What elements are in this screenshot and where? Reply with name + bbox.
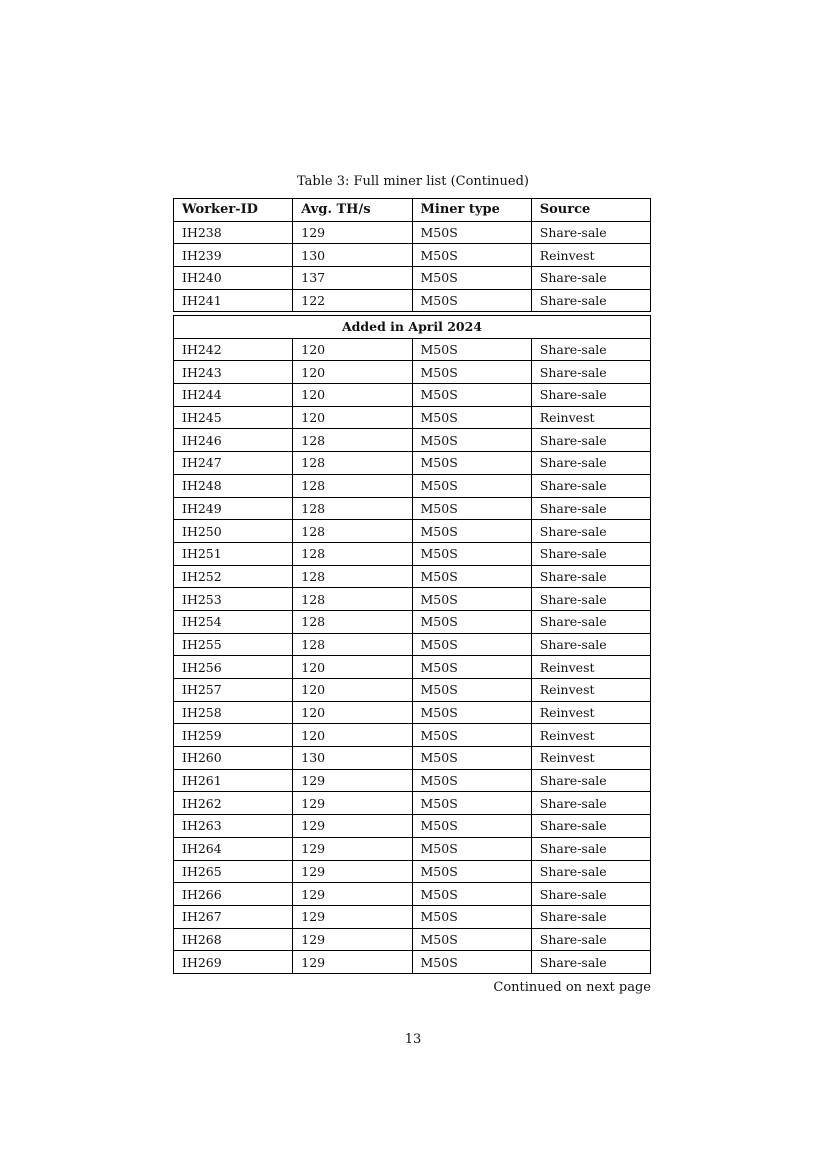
table-row bbox=[174, 656, 651, 679]
source-cell: Share-sale bbox=[531, 221, 650, 244]
source-cell: Reinvest bbox=[531, 724, 650, 747]
avg-ths-cell: 128 bbox=[293, 520, 412, 543]
avg-ths-cell: 122 bbox=[293, 289, 412, 312]
avg-ths-cell: 129 bbox=[293, 883, 412, 906]
worker-id-cell: IH258 bbox=[174, 701, 293, 724]
miner-type-cell: M50S bbox=[412, 928, 531, 951]
avg-ths-cell: 130 bbox=[293, 244, 412, 267]
worker-id-cell: IH257 bbox=[174, 679, 293, 702]
table-row bbox=[174, 724, 651, 747]
table-row bbox=[174, 769, 651, 792]
avg-ths-cell: 129 bbox=[293, 769, 412, 792]
column-header-source: Source bbox=[531, 199, 650, 222]
source-cell: Reinvest bbox=[531, 747, 650, 770]
worker-id-cell: IH262 bbox=[174, 792, 293, 815]
april-rows bbox=[174, 316, 651, 974]
avg-ths-cell: 128 bbox=[293, 633, 412, 656]
table-caption: Table 3: Full miner list (Continued) bbox=[296, 174, 529, 189]
miner-type-cell: M50S bbox=[412, 951, 531, 974]
avg-ths-cell: 129 bbox=[293, 951, 412, 974]
avg-ths-cell: 128 bbox=[293, 429, 412, 452]
source-cell: Share-sale bbox=[531, 338, 650, 361]
table-row bbox=[174, 588, 651, 611]
miner-type-cell: M50S bbox=[412, 701, 531, 724]
worker-id-cell: IH260 bbox=[174, 747, 293, 770]
miner-type-cell: M50S bbox=[412, 792, 531, 815]
table-row bbox=[174, 815, 651, 838]
avg-ths-cell: 130 bbox=[293, 747, 412, 770]
source-cell: Share-sale bbox=[531, 565, 650, 588]
worker-id-cell: IH242 bbox=[174, 338, 293, 361]
miner-type-cell: M50S bbox=[412, 338, 531, 361]
miner-type-cell: M50S bbox=[412, 244, 531, 267]
miner-type-cell: M50S bbox=[412, 221, 531, 244]
worker-id-cell: IH248 bbox=[174, 474, 293, 497]
avg-ths-cell: 120 bbox=[293, 384, 412, 407]
source-cell: Reinvest bbox=[531, 406, 650, 429]
column-header-miner-type: Miner type bbox=[412, 199, 531, 222]
page-number: 13 bbox=[404, 1032, 422, 1047]
miner-type-cell: M50S bbox=[412, 289, 531, 312]
section-title-row bbox=[174, 316, 651, 339]
table-row bbox=[174, 565, 651, 588]
section-title: Added in April 2024 bbox=[174, 316, 651, 339]
miner-type-cell: M50S bbox=[412, 474, 531, 497]
miner-type-cell: M50S bbox=[412, 497, 531, 520]
source-cell: Share-sale bbox=[531, 815, 650, 838]
source-cell: Share-sale bbox=[531, 951, 650, 974]
avg-ths-cell: 129 bbox=[293, 860, 412, 883]
source-cell: Share-sale bbox=[531, 361, 650, 384]
avg-ths-cell: 128 bbox=[293, 610, 412, 633]
table-row bbox=[174, 429, 651, 452]
source-cell: Share-sale bbox=[531, 452, 650, 475]
miner-type-cell: M50S bbox=[412, 267, 531, 290]
source-cell: Share-sale bbox=[531, 837, 650, 860]
table-row bbox=[174, 928, 651, 951]
miner-type-cell: M50S bbox=[412, 610, 531, 633]
worker-id-cell: IH266 bbox=[174, 883, 293, 906]
avg-ths-cell: 120 bbox=[293, 679, 412, 702]
miner-type-cell: M50S bbox=[412, 361, 531, 384]
table-row bbox=[174, 361, 651, 384]
avg-ths-cell: 128 bbox=[293, 542, 412, 565]
table-row bbox=[174, 267, 651, 290]
avg-ths-cell: 120 bbox=[293, 724, 412, 747]
worker-id-cell: IH263 bbox=[174, 815, 293, 838]
worker-id-cell: IH245 bbox=[174, 406, 293, 429]
source-cell: Reinvest bbox=[531, 244, 650, 267]
avg-ths-cell: 129 bbox=[293, 905, 412, 928]
worker-id-cell: IH250 bbox=[174, 520, 293, 543]
table-row bbox=[174, 244, 651, 267]
miner-type-cell: M50S bbox=[412, 656, 531, 679]
worker-id-cell: IH241 bbox=[174, 289, 293, 312]
table-row bbox=[174, 520, 651, 543]
miner-type-cell: M50S bbox=[412, 384, 531, 407]
table-row bbox=[174, 610, 651, 633]
worker-id-cell: IH249 bbox=[174, 497, 293, 520]
table-row bbox=[174, 905, 651, 928]
miner-type-cell: M50S bbox=[412, 633, 531, 656]
miner-type-cell: M50S bbox=[412, 588, 531, 611]
worker-id-cell: IH265 bbox=[174, 860, 293, 883]
source-cell: Share-sale bbox=[531, 520, 650, 543]
worker-id-cell: IH246 bbox=[174, 429, 293, 452]
table-row bbox=[174, 384, 651, 407]
source-cell: Reinvest bbox=[531, 679, 650, 702]
worker-id-cell: IH255 bbox=[174, 633, 293, 656]
avg-ths-cell: 120 bbox=[293, 338, 412, 361]
worker-id-cell: IH238 bbox=[174, 221, 293, 244]
miner-type-cell: M50S bbox=[412, 565, 531, 588]
worker-id-cell: IH269 bbox=[174, 951, 293, 974]
miner-type-cell: M50S bbox=[412, 860, 531, 883]
worker-id-cell: IH261 bbox=[174, 769, 293, 792]
worker-id-cell: IH264 bbox=[174, 837, 293, 860]
table-row bbox=[174, 406, 651, 429]
avg-ths-cell: 128 bbox=[293, 474, 412, 497]
table-row bbox=[174, 338, 651, 361]
table-row bbox=[174, 747, 651, 770]
miner-type-cell: M50S bbox=[412, 837, 531, 860]
table-row bbox=[174, 860, 651, 883]
source-cell: Share-sale bbox=[531, 928, 650, 951]
table-row bbox=[174, 633, 651, 656]
table-row bbox=[174, 452, 651, 475]
table-row bbox=[174, 679, 651, 702]
miner-type-cell: M50S bbox=[412, 905, 531, 928]
source-cell: Share-sale bbox=[531, 792, 650, 815]
table-row bbox=[174, 542, 651, 565]
avg-ths-cell: 120 bbox=[293, 406, 412, 429]
miner-type-cell: M50S bbox=[412, 452, 531, 475]
table-row bbox=[174, 792, 651, 815]
miner-type-cell: M50S bbox=[412, 747, 531, 770]
worker-id-cell: IH251 bbox=[174, 542, 293, 565]
source-cell: Share-sale bbox=[531, 542, 650, 565]
avg-ths-cell: 129 bbox=[293, 792, 412, 815]
avg-ths-cell: 128 bbox=[293, 565, 412, 588]
table-row bbox=[174, 497, 651, 520]
worker-id-cell: IH239 bbox=[174, 244, 293, 267]
miner-type-cell: M50S bbox=[412, 520, 531, 543]
source-cell: Share-sale bbox=[531, 633, 650, 656]
avg-ths-cell: 128 bbox=[293, 497, 412, 520]
source-cell: Share-sale bbox=[531, 497, 650, 520]
avg-ths-cell: 137 bbox=[293, 267, 412, 290]
miner-type-cell: M50S bbox=[412, 769, 531, 792]
source-cell: Share-sale bbox=[531, 429, 650, 452]
top-rows bbox=[174, 221, 651, 312]
miner-type-cell: M50S bbox=[412, 724, 531, 747]
table-row bbox=[174, 883, 651, 906]
worker-id-cell: IH267 bbox=[174, 905, 293, 928]
avg-ths-cell: 120 bbox=[293, 701, 412, 724]
source-cell: Share-sale bbox=[531, 905, 650, 928]
table-row bbox=[174, 221, 651, 244]
miner-type-cell: M50S bbox=[412, 883, 531, 906]
avg-ths-cell: 129 bbox=[293, 837, 412, 860]
table-row bbox=[174, 474, 651, 497]
worker-id-cell: IH247 bbox=[174, 452, 293, 475]
column-header-worker-id: Worker-ID bbox=[174, 199, 293, 222]
table-row bbox=[174, 837, 651, 860]
avg-ths-cell: 120 bbox=[293, 656, 412, 679]
source-cell: Share-sale bbox=[531, 883, 650, 906]
source-cell: Share-sale bbox=[531, 769, 650, 792]
source-cell: Share-sale bbox=[531, 289, 650, 312]
avg-ths-cell: 129 bbox=[293, 815, 412, 838]
source-cell: Share-sale bbox=[531, 384, 650, 407]
worker-id-cell: IH254 bbox=[174, 610, 293, 633]
avg-ths-cell: 120 bbox=[293, 361, 412, 384]
avg-ths-cell: 129 bbox=[293, 221, 412, 244]
worker-id-cell: IH268 bbox=[174, 928, 293, 951]
miner-table-header-block bbox=[173, 198, 651, 312]
miner-type-cell: M50S bbox=[412, 406, 531, 429]
source-cell: Share-sale bbox=[531, 860, 650, 883]
miner-type-cell: M50S bbox=[412, 542, 531, 565]
worker-id-cell: IH252 bbox=[174, 565, 293, 588]
avg-ths-cell: 129 bbox=[293, 928, 412, 951]
table-row bbox=[174, 951, 651, 974]
source-cell: Share-sale bbox=[531, 610, 650, 633]
miner-table-april-block bbox=[173, 315, 651, 974]
avg-ths-cell: 128 bbox=[293, 588, 412, 611]
source-cell: Share-sale bbox=[531, 474, 650, 497]
source-cell: Share-sale bbox=[531, 588, 650, 611]
miner-type-cell: M50S bbox=[412, 429, 531, 452]
table-row bbox=[174, 701, 651, 724]
source-cell: Reinvest bbox=[531, 656, 650, 679]
worker-id-cell: IH243 bbox=[174, 361, 293, 384]
source-cell: Reinvest bbox=[531, 701, 650, 724]
worker-id-cell: IH253 bbox=[174, 588, 293, 611]
worker-id-cell: IH256 bbox=[174, 656, 293, 679]
worker-id-cell: IH244 bbox=[174, 384, 293, 407]
table-row bbox=[174, 289, 651, 312]
column-header-avg-ths: Avg. TH/s bbox=[293, 199, 412, 222]
continued-note: Continued on next page bbox=[493, 980, 651, 995]
source-cell: Share-sale bbox=[531, 267, 650, 290]
worker-id-cell: IH240 bbox=[174, 267, 293, 290]
miner-type-cell: M50S bbox=[412, 679, 531, 702]
table-header-row bbox=[174, 199, 651, 222]
avg-ths-cell: 128 bbox=[293, 452, 412, 475]
miner-type-cell: M50S bbox=[412, 815, 531, 838]
worker-id-cell: IH259 bbox=[174, 724, 293, 747]
